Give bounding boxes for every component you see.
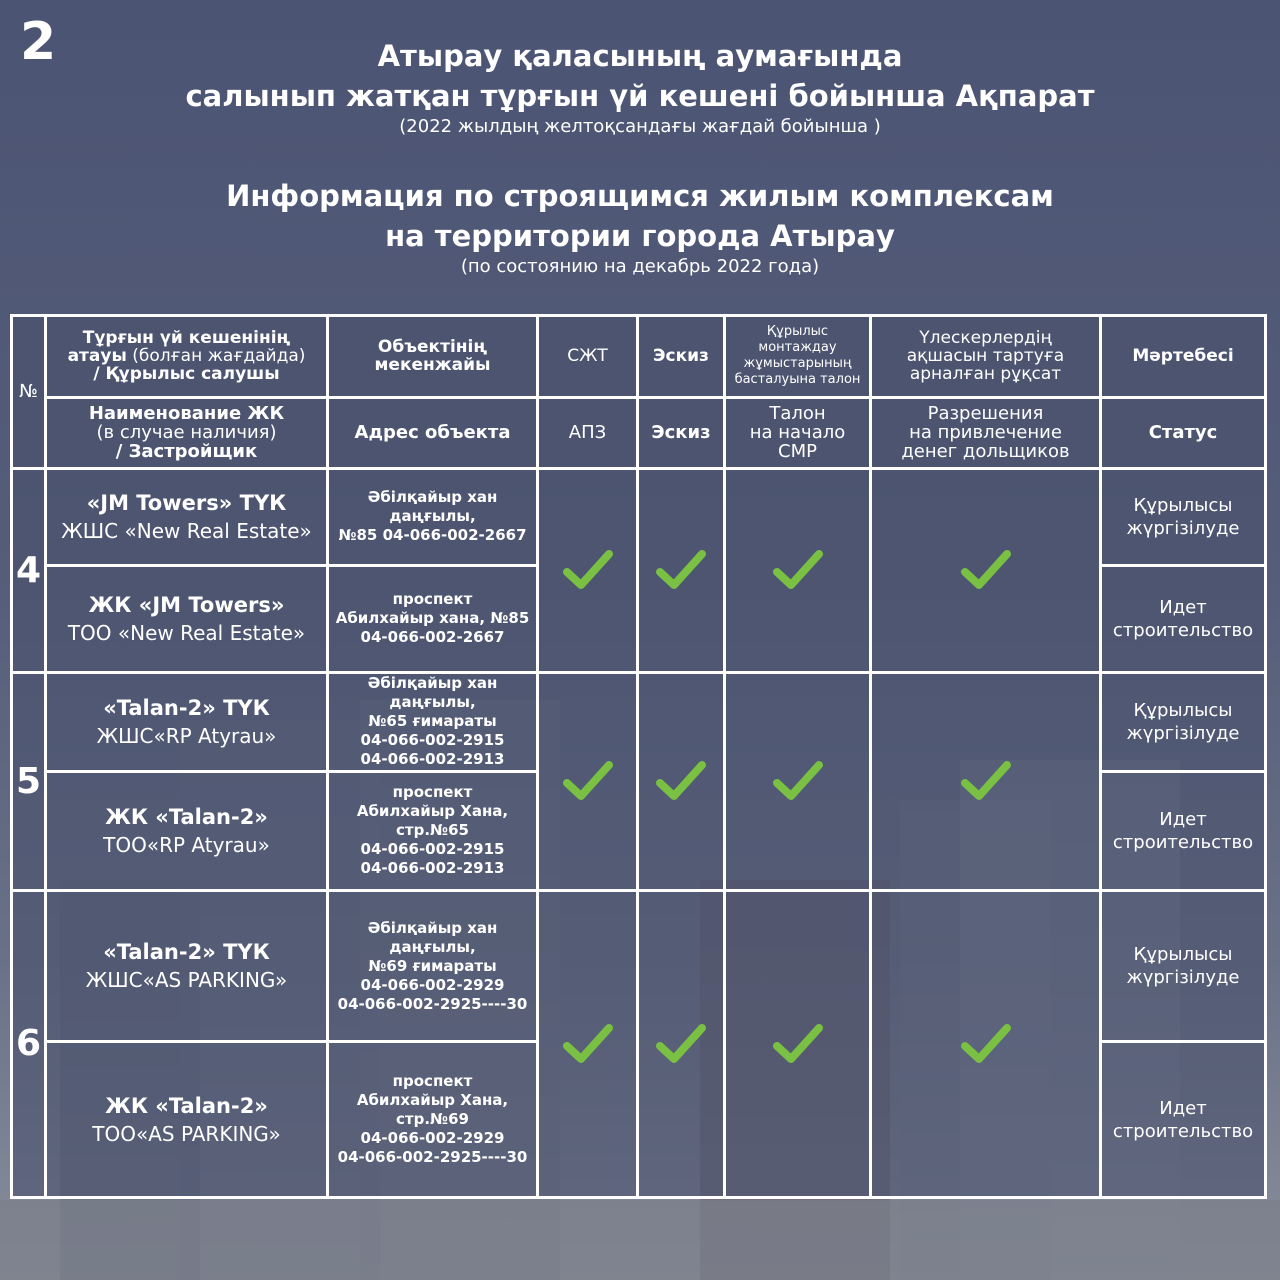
address-line: №69 ғимараты [368,956,497,975]
checkmark-icon [960,759,1012,803]
table-header-row-kz [12,316,1266,398]
checkmark-icon [562,1022,614,1066]
header-status-kz: Мәртебесі [1101,316,1266,398]
address-kz [328,672,538,771]
checkmark-icon [772,759,824,803]
header-address-ru: Адрес объекта [328,397,538,468]
header-permit-kz-l3: арналған рұқсат [909,364,1062,385]
checkmark-icon [960,1022,1012,1066]
header-talon-ru [725,397,871,468]
header-kz-subtitle: (2022 жылдың желтоқсандағы жағдай бойынша ) [399,116,881,137]
check-permit [871,672,1101,890]
header-permit-ru-l1: Разрешения [927,403,1044,425]
address-line: проспект [392,783,473,802]
status-line: жүргізілуде [1126,722,1240,744]
complex-title: ЖК «Talan-2» [105,1093,268,1118]
complex-title: ЖК «Talan-2» [105,804,268,829]
address-line: Әбілқайыр хан даңғылы, [367,488,498,526]
status-kz [1101,672,1266,771]
address-line: 04-066-002-2667 [360,628,505,647]
header-talon-ru-l3: СМР [778,441,817,463]
header-talon-kz-l4: басталуына талон [734,372,861,388]
header-kz-line1: Атырау қаласының аумағында [377,39,903,73]
status-ru [1101,565,1266,672]
header-name-kz-l3: / Құрылыс салушы [93,364,280,385]
page-number: 2 [20,12,57,72]
header-permit-kz-l1: Үлескерлердің [919,328,1052,349]
header-name-ru-l3: / Застройщик [115,441,258,463]
address-kz [328,468,538,565]
status-ru [1101,1042,1266,1198]
header-szt: СЖТ [538,316,638,398]
developer-name: ТОО «New Real Estate» [67,620,306,645]
header-address-kz-l2: мекенжайы [374,355,491,376]
address-line: 04-066-002-2929 [360,1129,505,1148]
check-talon [725,468,871,672]
header-name-ru-l2: (в случае наличия) [96,422,277,444]
housing-table [10,314,1267,1199]
header-name-kz-l2: атауы (болған жағдайда) [67,346,306,367]
header-ru-line2: на территории города Атырау [385,219,895,253]
complex-title: ЖК «JM Towers» [88,592,285,617]
address-line: Абилхайыр Хана, [356,1091,509,1110]
status-line: строительство [1112,831,1254,853]
checkmark-icon [772,548,824,592]
address-ru [328,771,538,890]
row-number: 6 [12,890,46,1197]
check-talon [725,672,871,890]
header-russian [0,176,1280,278]
address-line: 04-066-002-2913 [360,859,505,878]
check-apz [538,672,638,890]
complex-title: «JM Towers» ТҮК [86,490,287,515]
developer-name: ЖШС«AS PARKING» [85,968,288,993]
check-permit [871,468,1101,672]
header-talon-kz-l2: монтаждау [758,340,837,356]
address-line: №65 ғимараты [368,712,497,731]
header-talon-ru-l1: Талон [769,403,826,425]
status-line: Құрылысы [1133,944,1233,966]
check-sketch [638,890,725,1197]
address-line: проспект [392,1072,473,1091]
developer-name: ЖШС «New Real Estate» [61,518,312,543]
header-sketch-ru: Эскиз [638,397,725,468]
address-line: стр.№69 [396,1110,469,1129]
table-header-row-ru [12,397,1266,468]
developer-name: ТОО«RP Atyrau» [103,832,270,857]
header-sketch-kz: Эскиз [638,316,725,398]
address-line: Әбілқайыр хан даңғылы, [367,674,498,712]
status-line: строительство [1112,619,1254,641]
complex-name-ru [46,1042,328,1198]
checkmark-icon [655,759,707,803]
header-name-ru [46,397,328,468]
check-sketch [638,672,725,890]
status-line: Құрылысы [1133,494,1233,516]
num-header: № [12,316,46,469]
header-name-ru-l1: Наименование ЖК [88,403,285,425]
address-line: Абилхайыр хана, №85 [335,609,530,628]
header-permit-ru-l3: денег дольщиков [901,441,1070,463]
check-apz [538,468,638,672]
status-line: строительство [1112,1120,1254,1142]
checkmark-icon [655,1022,707,1066]
checkmark-icon [562,759,614,803]
row-number: 4 [12,468,46,672]
address-line: 04-066-002-2929 [360,975,505,994]
address-line: стр.№65 [396,821,469,840]
address-ru [328,565,538,672]
header-talon-kz-l1: Құрылыс [766,324,829,340]
status-line: Құрылысы [1133,699,1233,721]
header-name-kz [46,316,328,398]
check-talon [725,890,871,1197]
status-kz [1101,468,1266,565]
address-line: 04-066-002-2925----30 [337,1148,528,1167]
address-line: проспект [392,590,473,609]
table-row [12,468,1266,565]
header-permit-ru-l2: на привлечение [909,422,1062,444]
address-line: 04-066-002-2925----30 [337,994,528,1013]
header-kazakh [0,36,1280,138]
header-status-ru: Статус [1101,397,1266,468]
header-apz: АПЗ [538,397,638,468]
header-talon-kz-l3: жұмыстарының [743,356,852,372]
check-apz [538,890,638,1197]
status-line: Идет [1159,808,1207,830]
developer-name: ТОО«AS PARKING» [92,1121,281,1146]
check-permit [871,890,1101,1197]
address-kz [328,890,538,1042]
checkmark-icon [960,548,1012,592]
status-line: жүргізілуде [1126,517,1240,539]
checkmark-icon [655,548,707,592]
address-line: Әбілқайыр хан даңғылы, [367,918,498,956]
developer-name: ЖШС«RP Atyrau» [96,723,277,748]
complex-name-ru [46,565,328,672]
complex-name-kz [46,468,328,565]
address-line: 04-066-002-2915 [360,731,505,750]
checkmark-icon [562,548,614,592]
check-sketch [638,468,725,672]
header-ru-subtitle: (по состоянию на декабрь 2022 года) [460,256,820,277]
header-permit-ru [871,397,1101,468]
complex-title: «Talan-2» ТҮК [103,940,270,965]
complex-title: «Talan-2» ТҮК [103,695,270,720]
header-address-kz [328,316,538,398]
complex-name-kz [46,672,328,771]
address-line: 04-066-002-2915 [360,840,505,859]
header-permit-kz [871,316,1101,398]
status-kz [1101,890,1266,1042]
status-ru [1101,771,1266,890]
row-number: 5 [12,672,46,890]
address-line: 04-066-002-2913 [360,750,505,769]
checkmark-icon [772,1022,824,1066]
header-kz-line2: салынып жатқан тұрғын үй кешені бойынша Ақпарат [185,79,1095,113]
address-line: №85 04-066-002-2667 [338,526,527,545]
status-line: Идет [1159,596,1207,618]
header-talon-kz [725,316,871,398]
complex-name-ru [46,771,328,890]
table-row [12,672,1266,771]
address-ru [328,1042,538,1198]
header-name-kz-l1: Тұрғын үй кешенінің [82,328,291,349]
header-talon-ru-l2: на начало [749,422,846,444]
header-address-kz-l1: Объектінің [377,337,488,358]
complex-name-kz [46,890,328,1042]
status-line: жүргізілуде [1126,967,1240,989]
header-permit-kz-l2: ақшасын тартуға [906,346,1065,367]
address-line: Абилхайыр Хана, [356,802,509,821]
header-ru-line1: Информация по строящимся жилым комплексам [226,179,1054,213]
table-row [12,890,1266,1042]
status-line: Идет [1159,1097,1207,1119]
